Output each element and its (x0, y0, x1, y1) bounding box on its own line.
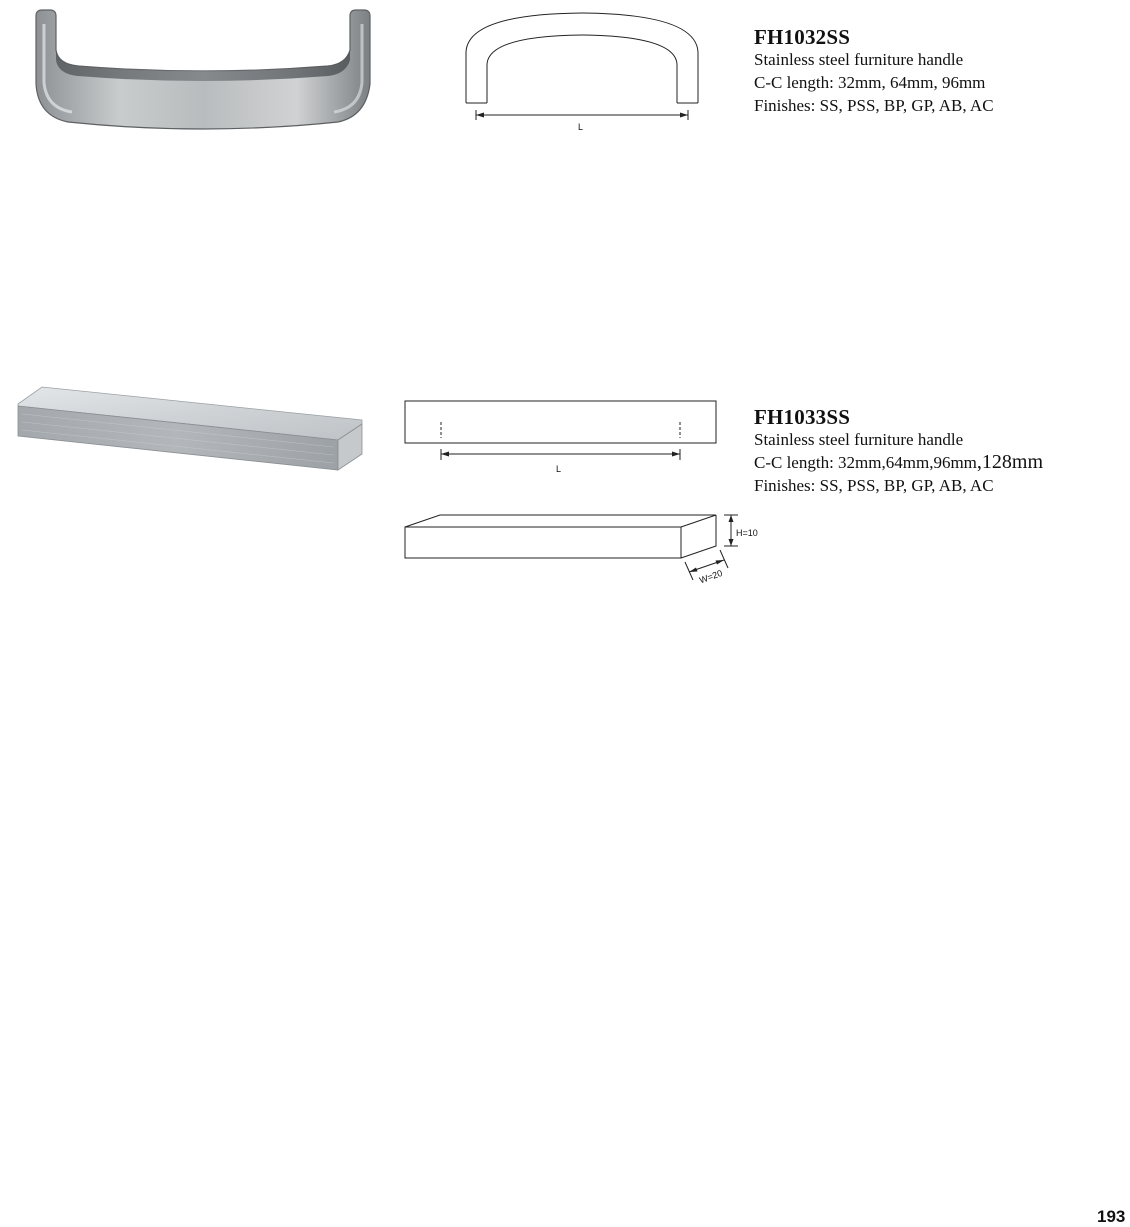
product-description: Stainless steel furniture handle (754, 430, 964, 449)
product-description: Stainless steel furniture handle (754, 50, 964, 69)
finishes: Finishes: SS, PSS, BP, GP, AB, AC (754, 476, 994, 495)
product-code: FH1033SS (754, 405, 851, 429)
page-number: 193 (1097, 1207, 1126, 1226)
width-label: W=20 (698, 567, 724, 586)
bar-side-drawing (402, 398, 722, 480)
product-photo-fh1032ss (28, 4, 378, 136)
product-info-fh1032ss (754, 26, 994, 117)
bar-iso-drawing (402, 510, 772, 596)
cc-length: C-C length: 32mm, 64mm, 96mm (754, 73, 986, 92)
cc-length-main: C-C length: 32mm,64mm,96mm (754, 453, 977, 472)
curved-handle-photo (28, 4, 378, 136)
bar-handle-photo (14, 384, 366, 474)
product-info-fh1033ss (754, 406, 1043, 497)
technical-drawing-iso-fh1033ss (402, 510, 772, 596)
arch-handle-drawing (462, 10, 702, 136)
product-code: FH1032SS (754, 25, 851, 49)
technical-drawing-fh1032ss (462, 10, 702, 136)
finishes: Finishes: SS, PSS, BP, GP, AB, AC (754, 96, 994, 115)
product-photo-fh1033ss (14, 384, 366, 474)
technical-drawing-side-fh1033ss (402, 398, 722, 480)
height-label: H=10 (736, 528, 758, 538)
length-label: L (578, 122, 584, 132)
cc-length-extra: ,128mm (976, 451, 1044, 473)
length-label: L (556, 464, 562, 474)
cc-length (754, 451, 1043, 474)
